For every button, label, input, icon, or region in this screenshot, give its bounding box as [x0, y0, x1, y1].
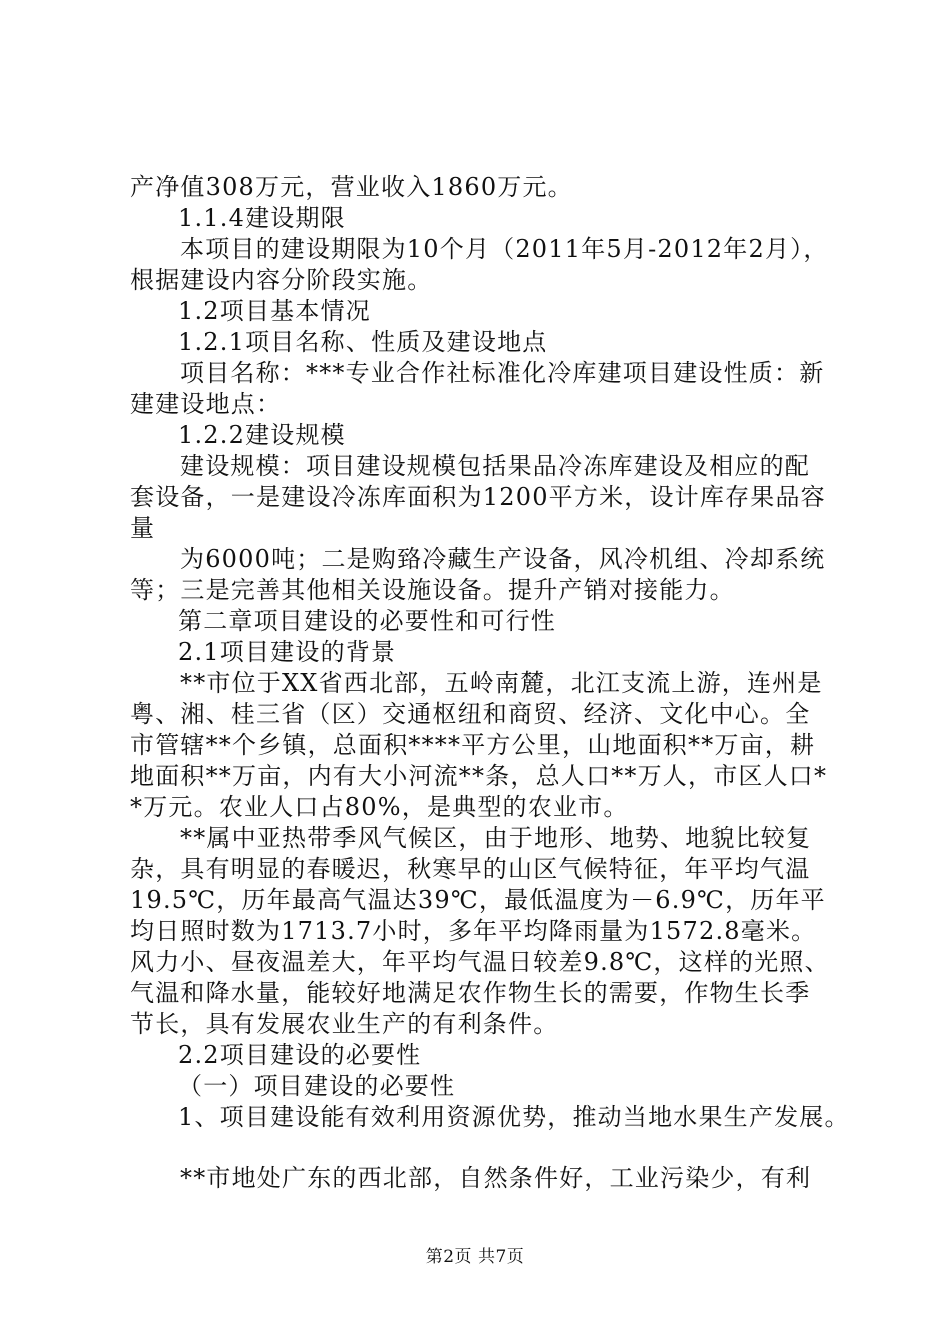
paragraph-line: 产净值308万元，营业收入1860万元。 [130, 173, 573, 201]
paragraph-line: *万元。农业人口占80%，是典型的农业市。 [130, 793, 629, 821]
section-heading: 2.2项目建设的必要性 [178, 1041, 422, 1069]
paragraph-line: 建设规模：项目建设规模包括果品冷冻库建设及相应的配 [180, 452, 810, 480]
paragraph-line: 等；三是完善其他相关设施设备。提升产销对接能力。 [130, 576, 735, 604]
paragraph-line: 地面积**万亩，内有大小河流**条，总人口**万人，市区人口* [130, 762, 828, 790]
paragraph-line: 1、项目建设能有效利用资源优势，推动当地水果生产发展。 [178, 1103, 850, 1131]
section-heading: （一）项目建设的必要性 [178, 1072, 456, 1100]
chapter-heading: 第二章项目建设的必要性和可行性 [178, 607, 556, 635]
paragraph-line: 套设备，一是建设冷冻库面积为1200平方米，设计库存果品容 [130, 483, 826, 511]
paragraph-line: 本项目的建设期限为10个月（2011年5月-2012年2月）， [180, 235, 829, 263]
paragraph-gap [130, 1133, 830, 1163]
paragraph-line: 节长，具有发展农业生产的有利条件。 [130, 1010, 559, 1038]
paragraph-line: **属中亚热带季风气候区，由于地形、地势、地貌比较复 [180, 824, 812, 852]
paragraph-line: 为6000吨；二是购臵冷藏生产设备，风冷机组、冷却系统 [180, 545, 826, 573]
document-body [130, 172, 850, 1194]
paragraph-line: 市管辖**个乡镇，总面积****平方公里，山地面积**万亩，耕 [130, 731, 816, 759]
paragraph-line: 19.5℃，历年最高气温达39℃，最低温度为－6.9℃，历年平 [130, 886, 826, 914]
section-heading: 1.2.1项目名称、性质及建设地点 [178, 328, 548, 356]
paragraph-line: 粤、湘、桂三省（区）交通枢纽和商贸、经济、文化中心。全 [130, 700, 811, 728]
paragraph-line: **市位于XX省西北部，五岭南麓，北江支流上游，连州是 [180, 669, 823, 697]
paragraph-line: 量 [130, 514, 156, 542]
paragraph-line: 建建设地点： [130, 390, 282, 418]
section-heading: 1.1.4建设期限 [178, 204, 346, 232]
section-heading: 1.2项目基本情况 [178, 297, 371, 325]
section-heading: 2.1项目建设的背景 [178, 638, 397, 666]
paragraph-line: 气温和降水量，能较好地满足农作物生长的需要，作物生长季 [130, 979, 811, 1007]
paragraph-line: 均日照时数为1713.7小时，多年平均降雨量为1572.8毫米。 [130, 917, 817, 945]
paragraph-line: 根据建设内容分阶段实施。 [130, 266, 433, 294]
paragraph-line: 杂，具有明显的春暖迟，秋寒早的山区气候特征，年平均气温 [130, 855, 811, 883]
paragraph-line: **市地处广东的西北部，自然条件好，工业污染少，有利 [180, 1164, 812, 1192]
section-heading: 1.2.2建设规模 [178, 421, 346, 449]
paragraph-line: 风力小、昼夜温差大，年平均气温日较差9.8℃，这样的光照、 [130, 948, 830, 976]
page-footer: 第2页 共7页 [425, 1247, 525, 1267]
paragraph-line: 项目名称：***专业合作社标准化冷库建项目建设性质：新 [180, 359, 825, 387]
